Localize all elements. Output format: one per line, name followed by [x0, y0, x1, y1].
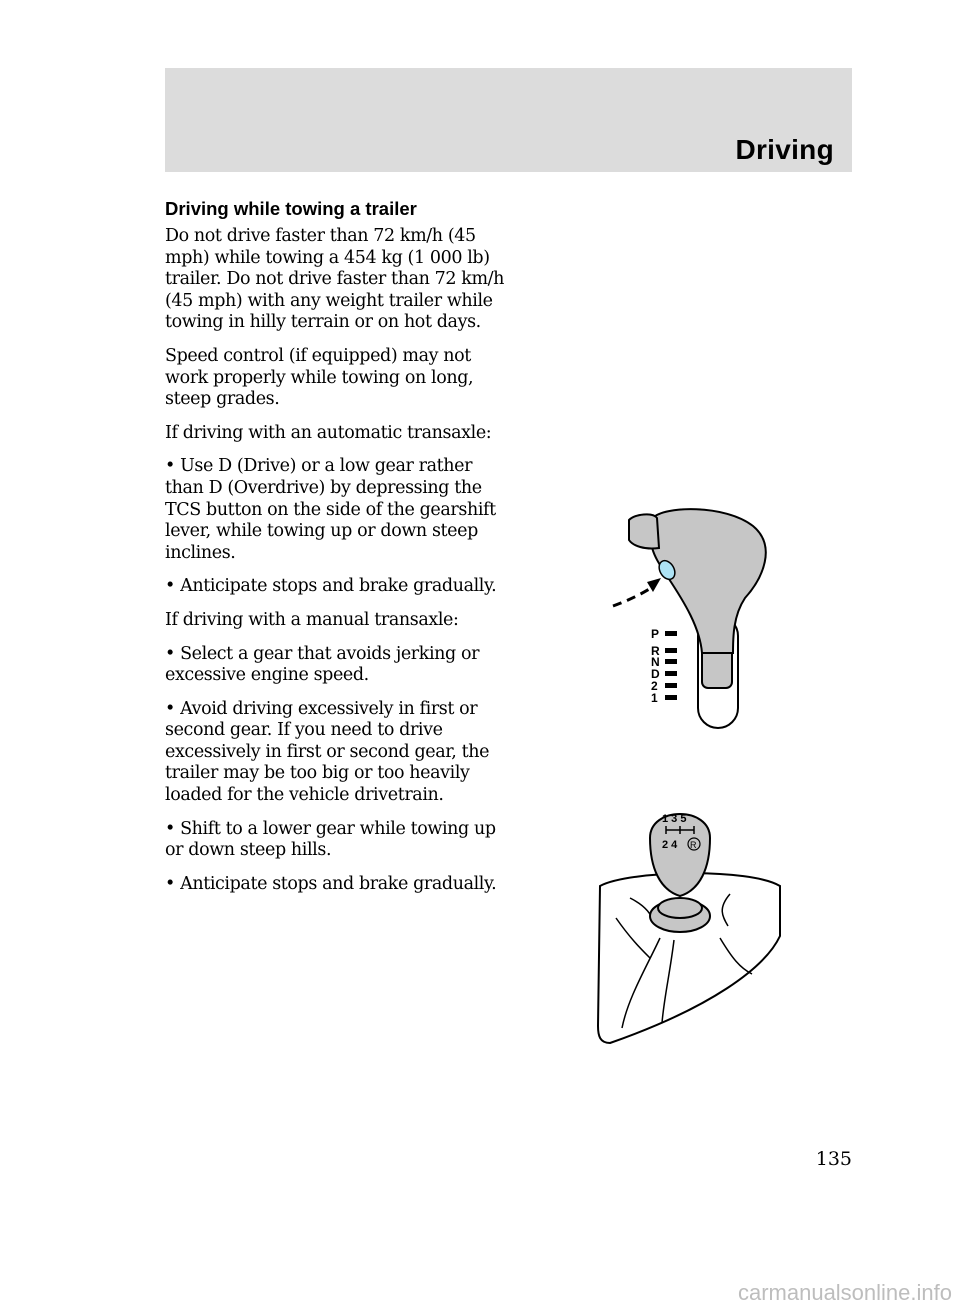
lever-shaft-top	[658, 898, 702, 918]
header-band	[165, 68, 852, 172]
bullet-item: • Anticipate stops and brake gradually.	[165, 873, 497, 894]
gear-label-2: 2	[651, 679, 658, 693]
dashed-arrow	[613, 588, 651, 606]
section-title: Driving while towing a trailer	[165, 198, 417, 219]
gear-label-d: D	[651, 667, 660, 681]
shift-pattern-bottom: 2 4	[662, 839, 678, 851]
shift-pattern-top: 1 3 5	[662, 813, 687, 825]
gear-label-1: 1	[651, 691, 658, 705]
bullet-item: • Anticipate stops and brake gradually.	[165, 576, 497, 597]
paragraph: Speed control (if equipped) may not work properly while towing on long, steep grades.	[165, 345, 474, 410]
watermark: carmanualsonline.info	[737, 1280, 952, 1305]
bullet-item: • Avoid driving excessively in first or second gear. If you need to drive excessively in first or second gear, the trailer may be too big or too heavily loaded for the vehicle drivetrain.	[165, 698, 490, 806]
reverse-label: R	[690, 840, 697, 850]
bullet-item: • Shift to a lower gear while towing up or down steep hills.	[165, 818, 496, 861]
paragraph: If driving with an automatic transaxle:	[165, 422, 492, 443]
page-number: 135	[815, 1148, 852, 1170]
bullet-item: • Use D (Drive) or a low gear rather than D (Overdrive) by depressing the TCS button on the side of the gearshift lever, while towing up or down steep inclines.	[165, 456, 496, 563]
gear-tick-marks	[665, 631, 677, 700]
automatic-gearshift-illustration	[605, 498, 795, 738]
gear-label-r: R	[651, 644, 660, 658]
paragraph: If driving with a manual transaxle:	[165, 609, 459, 630]
manual-gearshift-illustration	[590, 798, 790, 1048]
gear-label-p: P	[651, 627, 660, 641]
body-column	[165, 198, 505, 907]
section-header-title: Driving	[735, 134, 834, 165]
gear-label-n: N	[651, 655, 660, 669]
paragraph: Do not drive faster than 72 km/h (45 mph) while towing a 454 kg (1 000 lb) trailer. Do not drive faster than 72 km/h (45 mph) with any weight trailer while towing in hilly terrain or on hot days.	[165, 226, 505, 333]
bullet-item: • Select a gear that avoids jerking or excessive engine speed.	[165, 643, 480, 686]
knob-cap	[629, 514, 659, 548]
arrow-head	[647, 578, 661, 592]
